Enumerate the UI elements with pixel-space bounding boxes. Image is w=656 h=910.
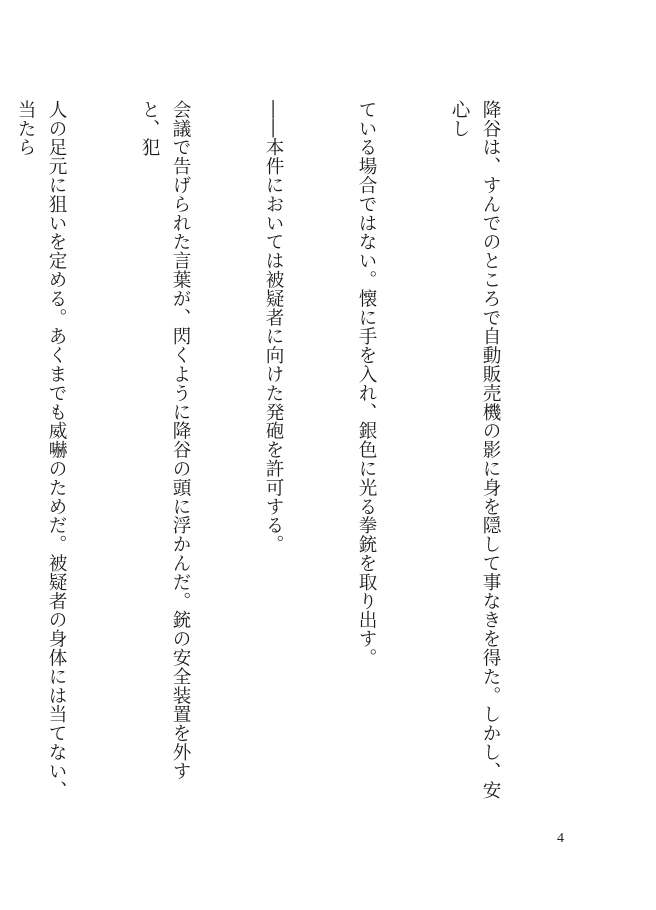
text-line: 降谷は、すんでのところで自動販売機の影に身を隠して事なきを得た。しかし、安心し <box>449 100 501 800</box>
body-text <box>0 100 568 810</box>
text-line: ている場合ではない。懐に手を入れ、銀色に光る拳銃を取り出す。 <box>356 100 377 667</box>
text-line: 人の足元に狙いを定める。あくまでも威嚇のためだ。被疑者の身体には当てない、当たら <box>15 100 67 800</box>
page-number: 4 <box>557 831 564 846</box>
text-line: 会議で告げられた言葉が、閃くように降谷の頭に浮かんだ。銃の安全装置を外すと、犯 <box>139 100 191 781</box>
text-line: ――本件においては被疑者に向けた発砲を許可する。 <box>263 100 284 554</box>
